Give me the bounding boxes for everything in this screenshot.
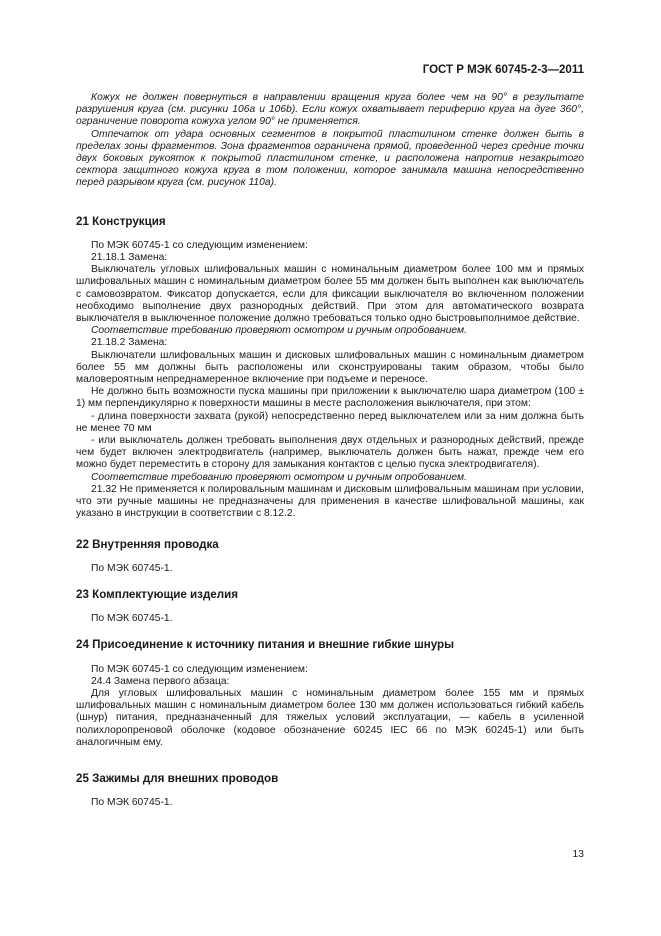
intro-paragraph-2: Отпечаток от удара основных сегментов в покрытой пластилином стенке должен быть в пределах зоны фрагментов. Зона фрагментов ограничена прямой, проведенной через средние точки двух боковых рукояток к покрытой пластилином стенке, и расположена напротив незакрытого сектора защитного кожуха круга в том положении, которое занимала машина непосредственно перед разрывом круга (см. рисунок 110a). <box>76 128 584 189</box>
section-21-para-1: По МЭК 60745-1 со следующим изменением: <box>91 239 308 251</box>
section-21-para-3: Выключатель угловых шлифовальных машин с номинальным диаметром более 100 мм и прямых шлифовальных машин с номинальным диаметром более 55 мм должен быть выполнен как выключатель с самовозвратом. Фиксатор допускается, если для фиксации выключателя во включенном положении необходимо выполнение двух разнородных действий. При этом для автоматического возврата выключателя в выключенное положение должно требоваться только одно быстровыполнимое действие. <box>76 264 584 325</box>
section-24-title: 24 Присоединение к источнику питания и внешние гибкие шнуры <box>76 638 455 652</box>
section-21-para-2: 21.18.1 Замена: <box>91 252 168 264</box>
section-23-title: 23 Комплектующие изделия <box>76 587 239 601</box>
section-25-para-1: По МЭК 60745-1. <box>91 797 173 809</box>
section-24-para-1: По МЭК 60745-1 со следующим изменением: <box>91 663 308 675</box>
section-21-para-11: 21.32 Не применяется к полировальным машинам и дисковым шлифовальным машинам при условии, что эти ручные машины не предназначены для применения в качестве шлифовальной машины, как указано в инструкции в соответствии с 8.12.2. <box>76 483 584 520</box>
section-21-para-10: Соответствие требованию проверяют осмотром и ручным опробованием. <box>91 471 467 483</box>
section-21-para-7: Не должно быть возможности пуска машины при приложении к выключателю шара диаметром (100 ± 1) мм перпендикулярно к поверхности машины в месте расположения выключателя, при этом: <box>76 386 584 410</box>
section-23-para-1: По МЭК 60745-1. <box>91 613 173 625</box>
section-22-title: 22 Внутренняя проводка <box>76 537 219 551</box>
section-24-para-3: Для угловых шлифовальных машин с номинальным диаметром более 155 мм и прямых шлифовальных машин с номинальным диаметром более 130 мм должен использоваться гибкий кабель (шнур) питания, предназначенный для тяжелых условий эксплуатации, — кабель в усиленной полихлоропреновой оболочке (кодовое обозначение 60245 IEC 66 по МЭК 60245-1) или быть аналогичным ему. <box>76 687 584 748</box>
section-21-para-9: - или выключатель должен требовать выполнения двух отдельных и разнородных действий, прежде чем будет включен электродвигатель (например, выключатель должен быть нажат, прежде чем его можно будет переместить в сторону для замыкания контактов с целью пуска электродвигателя). <box>76 435 584 471</box>
section-21-para-4: Соответствие требованию проверяют осмотром и ручным опробованием. <box>91 325 467 337</box>
page-body <box>76 92 584 809</box>
section-24-para-2: 24.4 Замена первого абзаца: <box>91 675 230 687</box>
section-21-title: 21 Конструкция <box>76 214 166 228</box>
section-21-para-6: Выключатели шлифовальных машин и дисковых шлифовальных машин с номинальным диаметром более 55 мм должны быть расположены или сконструированы таким образом, чтобы было маловероятным непреднамеренное включение при подъеме и переносе. <box>76 349 584 386</box>
section-21-para-5: 21.18.2 Замена: <box>91 337 168 349</box>
page-header: ГОСТ Р МЭК 60745-2-3—2011 <box>422 64 584 76</box>
intro-paragraph-1: Кожух не должен повернуться в направлении вращения круга более чем на 90° в результате разрушения круга (см. рисунки 106a и 106b). Если кожух охватывает периферию круга на дуге 360°, ограничение поворота кожуха углом 90° не применяется. <box>76 92 584 128</box>
section-22-para-1: По МЭК 60745-1. <box>91 562 173 574</box>
section-21-para-8: - длина поверхности захвата (рукой) непосредственно перед выключателем или за ним должна быть не менее 70 мм <box>76 410 584 434</box>
section-25-title: 25 Зажимы для внешних проводов <box>76 771 279 785</box>
page-number: 13 <box>572 849 584 860</box>
